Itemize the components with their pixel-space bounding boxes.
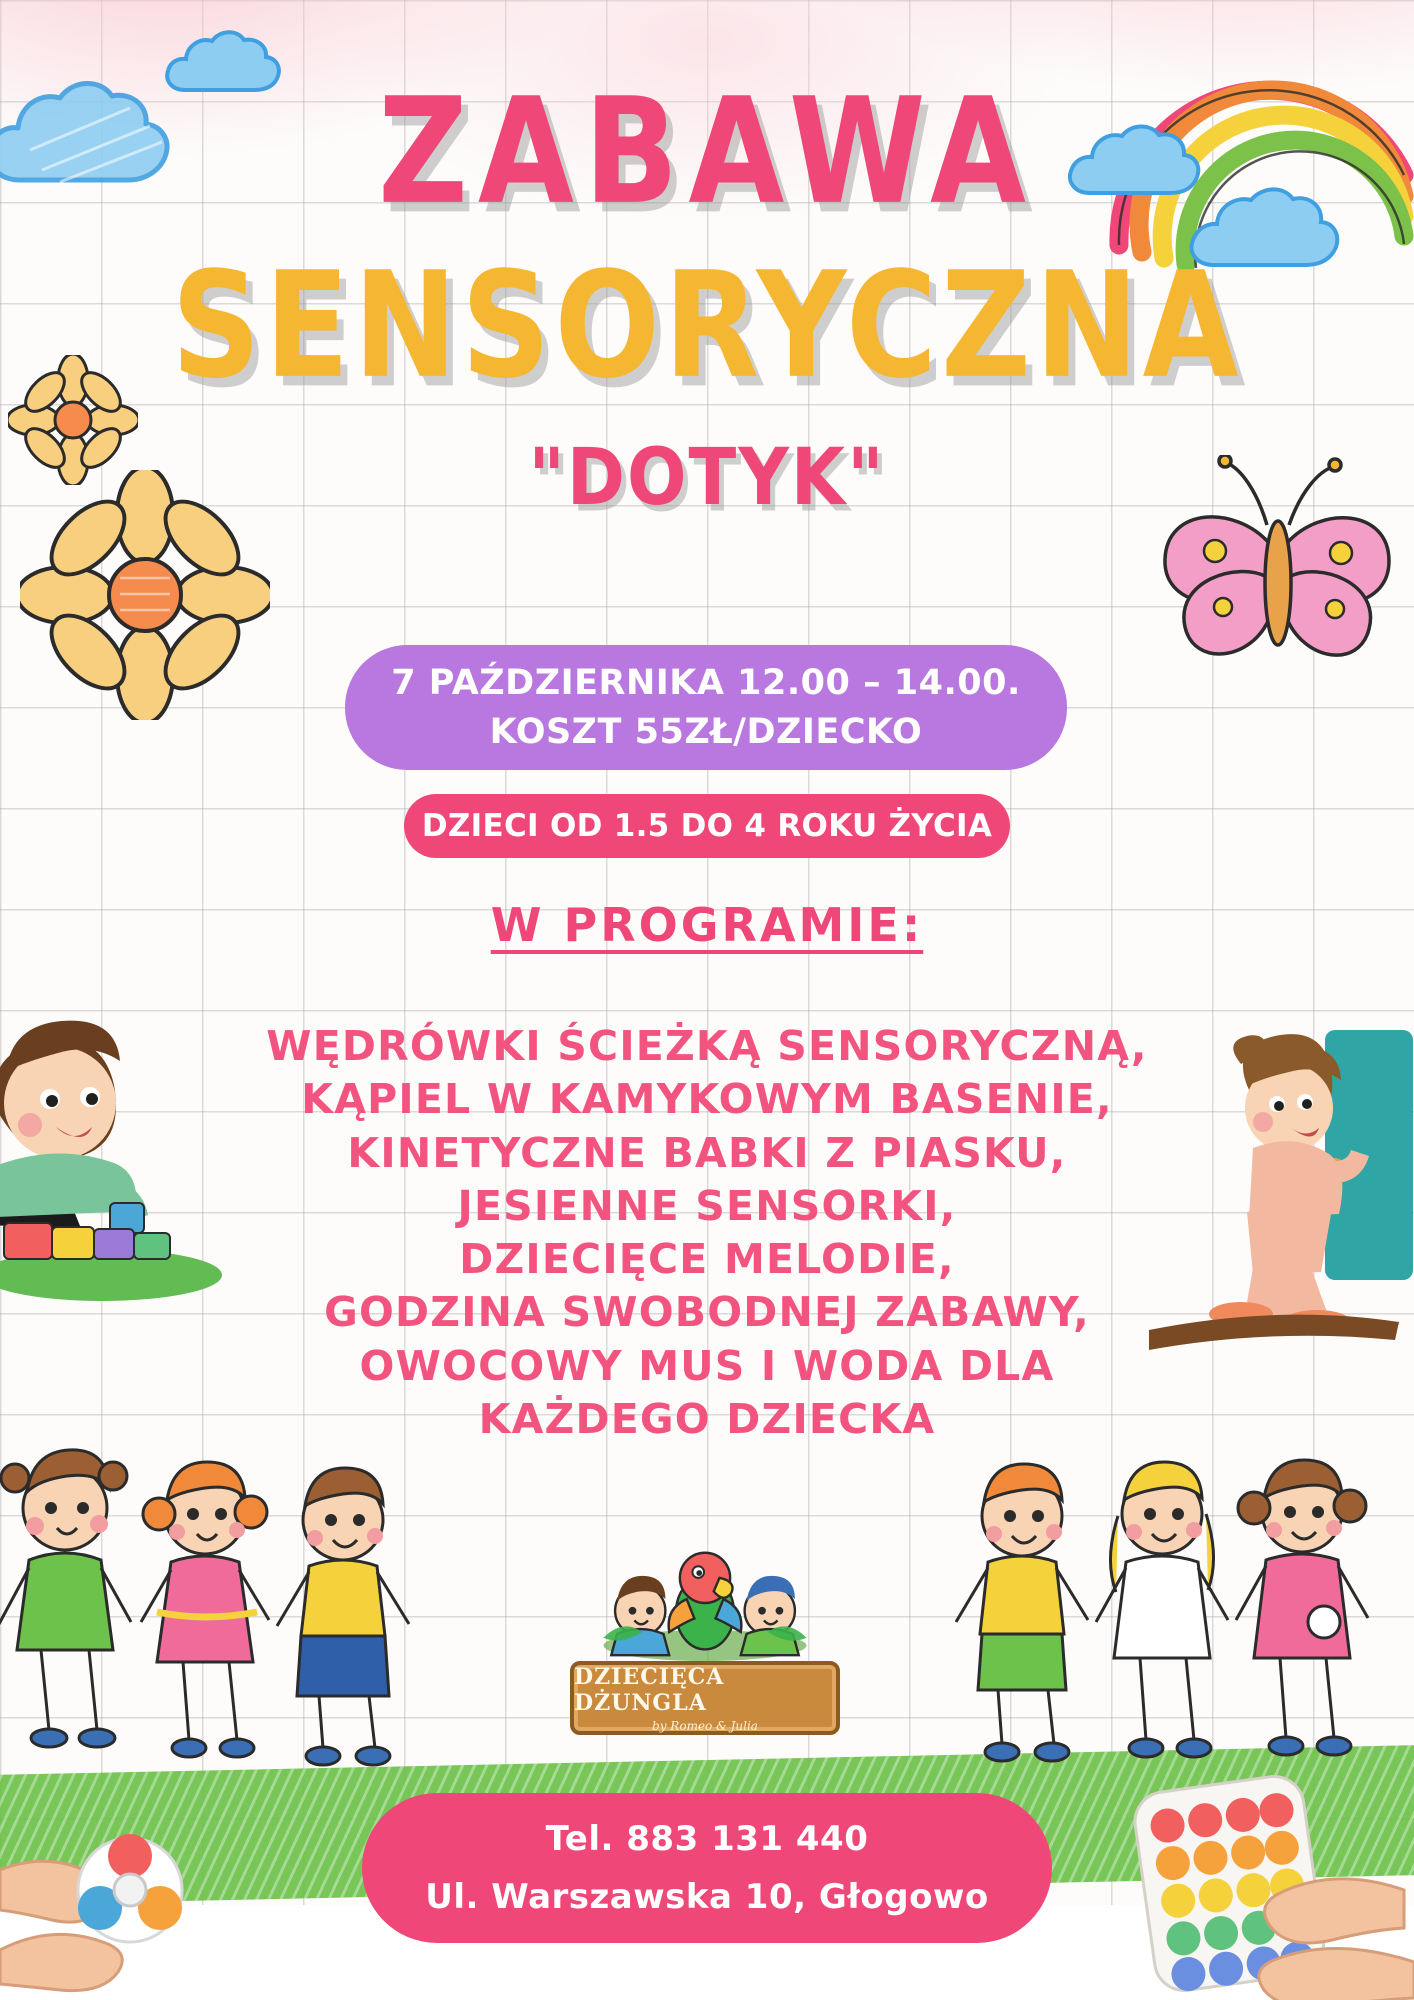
logo-banner xyxy=(570,1661,840,1735)
contact-badge[interactable] xyxy=(362,1793,1052,1943)
contact-address: Ul. Warszawska 10, Głogowo xyxy=(425,1877,989,1917)
parrot-and-children-logo-icon xyxy=(590,1545,820,1661)
poster-title-block xyxy=(0,67,1414,523)
event-price: KOSZT 55ZŁ/DZIECKO xyxy=(489,711,923,752)
list-item: JESIENNE SENSORKI, xyxy=(457,1181,957,1230)
page-title: ZABAWA xyxy=(378,67,1036,238)
page-theme: "DOTYK" xyxy=(528,430,886,523)
logo-name: DZIECIĘCA DŻUNGLA xyxy=(574,1663,725,1716)
logo-subtitle: by Romeo & Julia xyxy=(652,1718,758,1733)
list-item: DZIECIĘCE MELODIE, xyxy=(459,1235,955,1284)
list-item: KINETYCZNE BABKI Z PIASKU, xyxy=(347,1128,1067,1177)
program-list xyxy=(0,1020,1414,1446)
company-logo xyxy=(555,1545,855,1735)
contact-phone[interactable]: Tel. 883 131 440 xyxy=(545,1819,869,1859)
page-subtitle: SENSORYCZNA xyxy=(171,241,1243,412)
hand-with-pop-it-illustration xyxy=(1104,1750,1414,2000)
list-item: WĘDRÓWKI ŚCIEŻKĄ SENSORYCZNĄ, xyxy=(266,1022,1148,1070)
list-item: GODZINA SWOBODNEJ ZABAWY, xyxy=(324,1288,1090,1337)
age-range-label: DZIECI OD 1.5 DO 4 ROKU ŻYCIA xyxy=(421,808,993,844)
hand-with-fidget-spinner-illustration xyxy=(0,1750,300,2000)
program-heading: W PROGRAMIE: xyxy=(490,898,924,952)
list-item: OWOCOWY MUS I WODA DLA xyxy=(359,1341,1055,1390)
list-item: KĄPIEL W KAMYKOWYM BASENIE, xyxy=(301,1075,1113,1124)
list-item: KAŻDEGO DZIECKA xyxy=(478,1395,936,1444)
event-date-time: 7 PAŹDZIERNIKA 12.00 – 14.00. xyxy=(391,662,1021,703)
event-details-badge xyxy=(345,645,1067,770)
age-range-badge xyxy=(404,794,1010,858)
